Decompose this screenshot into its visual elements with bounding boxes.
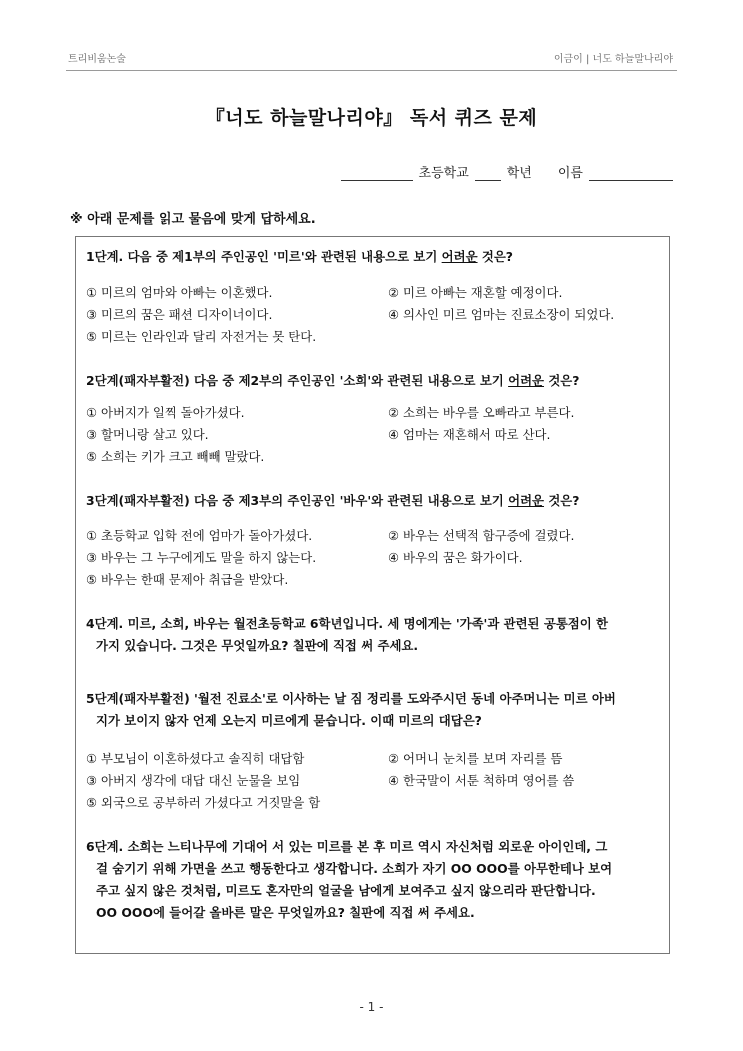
q3-option-3: ③ 바우는 그 누구에게도 말을 하지 않는다. xyxy=(86,550,317,565)
q1-option-2: ② 미르 아빠는 재혼할 예정이다. xyxy=(388,285,563,300)
q5-option-4: ④ 한국말이 서툰 척하며 영어를 씀 xyxy=(388,773,575,788)
question-5-stem: 5단계(패자부활전) '월전 진료소'로 이사하는 날 짐 정리를 도와주시던 동네 아주머니는 미르 아버 지가 보이지 않자 언제 오는지 미르에게 묻습니다. 이때 미르의 대답은? xyxy=(86,691,616,728)
q3-option-2: ② 바우는 선택적 함구증에 걸렸다. xyxy=(388,528,575,543)
name-blank[interactable] xyxy=(589,166,673,181)
grade-label: 학년 xyxy=(506,166,532,181)
question-2-stem: 2단계(패자부활전) 다음 중 제2부의 주인공인 '소희'와 관련된 내용으로 보기 어려운 것은? xyxy=(86,373,580,388)
q2-option-3: ③ 할머니랑 살고 있다. xyxy=(86,427,209,442)
q5-option-1: ① 부모님이 이혼하셨다고 솔직히 대답함 xyxy=(86,751,305,766)
instruction: ※ 아래 문제를 읽고 물음에 맞게 답하세요. xyxy=(70,212,316,227)
q1-option-3: ③ 미르의 꿈은 패션 디자이너이다. xyxy=(86,307,273,322)
q1-option-4: ④ 의사인 미르 엄마는 진료소장이 되었다. xyxy=(388,307,615,322)
q5-option-2: ② 어머니 눈치를 보며 자리를 뜸 xyxy=(388,751,563,766)
question-6-stem: 6단계. 소희는 느티나무에 기대어 서 있는 미르를 본 후 미르 역시 자신처럼 외로운 아이인데, 그 걸 숨기기 위해 가면을 쓰고 행동한다고 생각합니다. 소희가 자기 OO OOO를 아무한테나 보여 주고 싶지 않은 것처럼, 미르도 혼자만의 얼굴을 남에게 보여주고 싶지 않으리라 판단합니다. OO OOO에 들어갈 올바른 말은 무엇일까요? 칠판에 직접 써 주세요. xyxy=(86,839,613,920)
page-number: - 1 - xyxy=(359,1000,384,1014)
student-info-row xyxy=(341,162,673,181)
page-title: 『너도 하늘말나리야』 독서 퀴즈 문제 xyxy=(205,107,538,129)
q3-option-5: ⑤ 바우는 한때 문제아 취급을 받았다. xyxy=(86,572,289,587)
q2-option-4: ④ 엄마는 재혼해서 따로 산다. xyxy=(388,427,551,442)
school-label: 초등학교 xyxy=(418,166,469,181)
q3-option-4: ④ 바우의 꿈은 화가이다. xyxy=(388,550,523,565)
school-blank[interactable] xyxy=(341,166,413,181)
q1-option-1: ① 미르의 엄마와 아빠는 이혼했다. xyxy=(86,285,273,300)
q2-option-5: ⑤ 소희는 키가 크고 빼빼 말랐다. xyxy=(86,449,265,464)
q5-option-5: ⑤ 외국으로 공부하러 가셨다고 거짓말을 함 xyxy=(86,795,321,810)
q2-option-2: ② 소희는 바우를 오빠라고 부른다. xyxy=(388,405,575,420)
q3-option-1: ① 초등학교 입학 전에 엄마가 돌아가셨다. xyxy=(86,528,313,543)
name-label: 이름 xyxy=(557,166,583,181)
grade-blank[interactable] xyxy=(475,166,501,181)
q1-option-5: ⑤ 미르는 인라인과 달리 자전거는 못 탄다. xyxy=(86,329,317,344)
header-divider xyxy=(66,70,677,71)
header-right-text: 이금이 | 너도 하늘말나리야 xyxy=(553,54,673,65)
question-3-stem: 3단계(패자부활전) 다음 중 제3부의 주인공인 '바우'와 관련된 내용으로 보기 어려운 것은? xyxy=(86,493,580,508)
q5-option-3: ③ 아버지 생각에 대답 대신 눈물을 보임 xyxy=(86,773,301,788)
question-4-stem: 4단계. 미르, 소희, 바우는 월전초등학교 6학년입니다. 세 명에게는 '가족'과 관련된 공통점이 한 가지 있습니다. 그것은 무엇일까요? 칠판에 직접 써 주세요. xyxy=(86,616,609,653)
q2-option-1: ① 아버지가 일찍 돌아가셨다. xyxy=(86,405,245,420)
header-left-text: 트리비움논술 xyxy=(68,54,126,65)
question-1-stem: 1단계. 다음 중 제1부의 주인공인 '미르'와 관련된 내용으로 보기 어려운 것은? xyxy=(86,249,513,264)
